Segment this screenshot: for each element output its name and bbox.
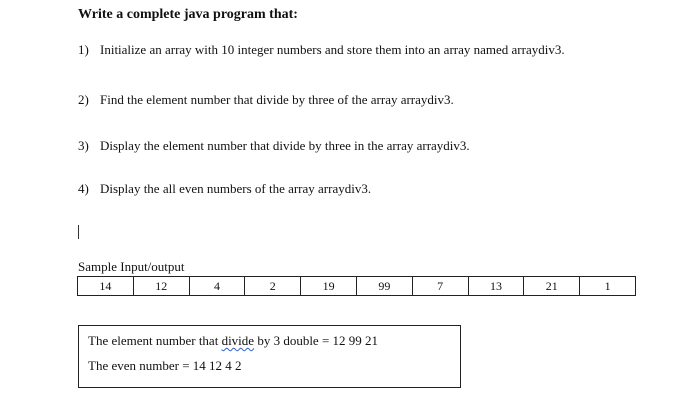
output-line-even: The even number = 14 12 4 2 [88,358,242,373]
table-cell: 7 [412,277,468,296]
task-item-4 [78,181,371,197]
task-number: 2) [78,92,89,107]
task-item-2 [78,92,454,108]
task-item-3 [78,138,470,154]
table-cell: 21 [524,277,580,296]
table-cell: 99 [356,277,412,296]
task-number: 1) [78,42,89,57]
task-text: Display the element number that divide by three in the array arraydiv3. [100,138,470,153]
document-heading: Write a complete java program that: [78,7,298,22]
output-line-prefix: The element number that [88,333,222,348]
text-cursor[interactable] [78,225,79,239]
task-text: Find the element number that divide by three of the array arraydiv3. [100,92,454,107]
table-cell: 2 [245,277,301,296]
table-cell: 13 [468,277,524,296]
output-line-divisible [88,333,378,349]
sample-output-box [78,325,461,388]
table-row [78,277,636,296]
task-number: 4) [78,181,89,196]
sample-input-table [77,276,636,296]
task-text: Initialize an array with 10 integer numbers and store them into an array named arraydiv3. [100,42,565,57]
table-cell: 1 [580,277,636,296]
table-cell: 4 [189,277,245,296]
table-cell: 12 [133,277,189,296]
spellcheck-flagged-word[interactable]: divide [221,333,255,348]
task-number: 3) [78,138,89,153]
table-cell: 19 [301,277,357,296]
task-item-1 [78,42,565,58]
sample-io-label: Sample Input/output [78,259,185,274]
table-cell: 14 [78,277,134,296]
task-text: Display the all even numbers of the array arraydiv3. [100,181,372,196]
output-line-suffix: by 3 double = 12 99 21 [254,333,379,348]
